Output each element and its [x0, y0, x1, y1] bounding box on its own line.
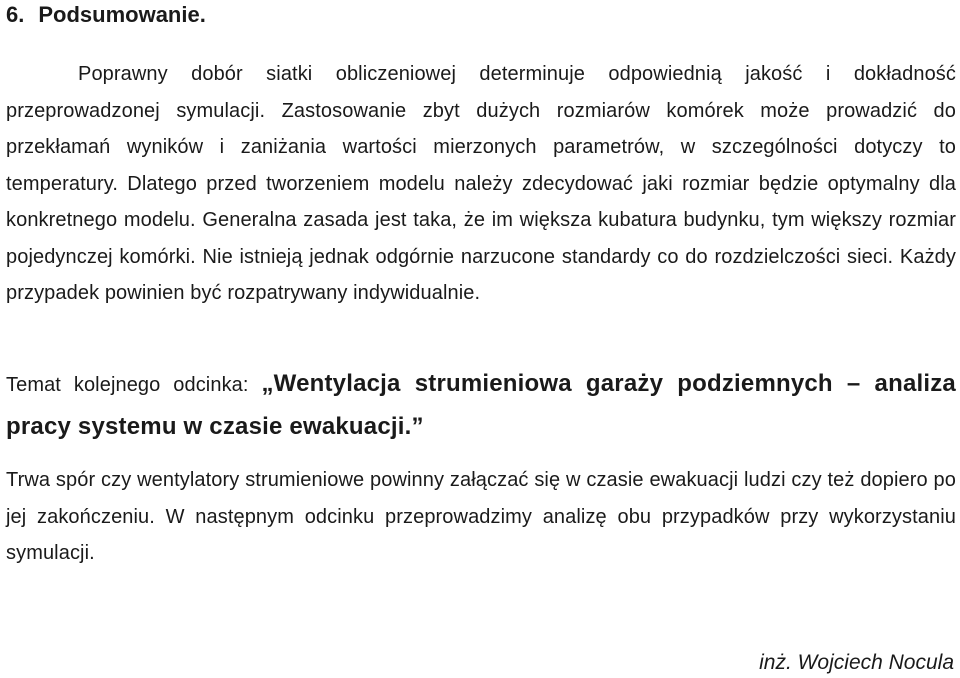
author-signature: inż. Wojciech Nocula	[759, 651, 954, 674]
next-topic-paragraph	[6, 363, 956, 449]
next-topic-lead: Temat kolejnego odcinka:	[6, 374, 249, 396]
section-number: 6.	[6, 2, 25, 27]
debate-text: Trwa spór czy wentylatory strumieniowe powinny załączać się w czasie ewakuacji ludzi czy też dopiero po jej zakończeniu. W następnym odcinku przeprowadzimy analizę obu przypadków przy wykorzystaniu symulacji.	[6, 469, 956, 564]
debate-paragraph	[6, 462, 956, 572]
section-title: Podsumowanie.	[38, 2, 206, 27]
summary-text: Poprawny dobór siatki obliczeniowej determinuje odpowiednią jakość i dokładność przeprowadzonej symulacji. Zastosowanie zbyt dużych rozmiarów komórek może prowadzić do przekłamań wyników i zaniżania wartości mierzonych parametrów, w szczególności dotyczy to temperatury. Dlatego przed tworzeniem modelu należy zdecydować jaki rozmiar będzie optymalny dla konkretnego modelu. Generalna zasada jest taka, że im większa kubatura budynku, tym większy rozmiar pojedynczej komórki. Nie istnieją jednak odgórnie narzucone standardy co do rozdzielczości sieci. Każdy przypadek powinien być rozpatrywany indywidualnie.	[6, 63, 956, 304]
next-topic-title: „Wentylacja strumieniowa garaży podziemnych – analiza pracy systemu w czasie ewakuacji.”	[6, 370, 956, 440]
summary-paragraph	[6, 56, 956, 312]
section-heading	[6, 2, 206, 28]
